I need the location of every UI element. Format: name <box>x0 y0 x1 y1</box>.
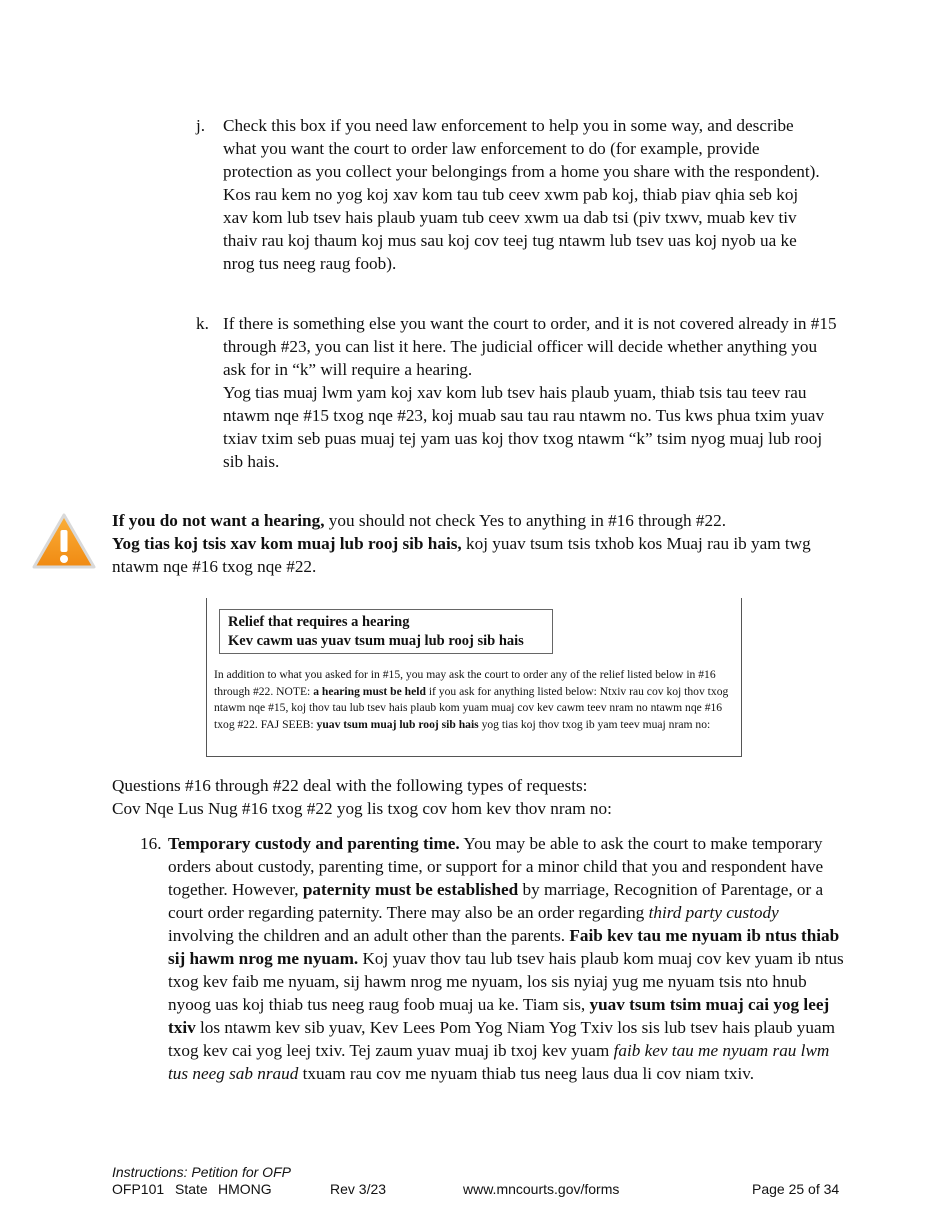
warning-text <box>112 509 812 578</box>
item-16-t11: faib kev tau me nyuam rau lwm tus neeg sab nraud <box>168 1041 830 1083</box>
questions-hmong: Cov Nqe Lus Nug #16 txog #22 yog lis txog cov hom kev thov nram no: <box>112 799 612 818</box>
relief-title-english: Relief that requires a hearing <box>228 614 410 630</box>
item-16-t12: txuam rau cov me nyuam thiab tus neeg laus dua li cov niam txiv. <box>298 1064 755 1083</box>
item-16-text <box>168 832 844 1085</box>
warning-hmong-rest: koj yuav tsum tsis txhob kos Muaj rau ib yam twg ntawm nqe #16 txog nqe #22. <box>112 534 811 576</box>
relief-box-text <box>214 667 738 733</box>
item-k-hmong: Yog tias muaj lwm yam koj xav kom lub tsev hais plaub yuam, thiab tsis tau teev rau ntawm nqe #15 txog nqe #23, koj muab sau tau rau ntawm no. Tus kws phua txim yuav txiav txim seb puas muaj tej yam uas koj thov txog ntawm “k” tsim nyog muaj lub rooj sib hais. <box>223 383 825 471</box>
item-16-t5: third party custody <box>648 903 779 922</box>
warning-english-bold: If you do not want a hearing, <box>112 511 325 530</box>
item-k <box>223 312 843 473</box>
item-16-t9: yuav tsum tsim muaj cai yog leej txiv <box>168 995 830 1037</box>
relief-title-hmong: Kev cawm uas yuav tsum muaj lub rooj sib hais <box>228 633 524 649</box>
relief-bold-2: yuav tsum muaj lub rooj sib hais <box>316 717 479 731</box>
item-16-marker: 16. <box>140 834 162 853</box>
item-j-hmong: Kos rau kem no yog koj xav kom tau tub ceev xwm pab koj, thiab piav qhia seb koj xav kom lub tsev hais plaub yuam tub ceev xwm ua dab tsi (piv txwv, muab kev tiv thaiv rau koj thaum koj mus sau koj cov teej tug ntawm lub tsev uas koj nyob ua ke nrog tus neeg raug foob). <box>223 185 799 273</box>
footer-language: HMONG <box>218 1181 272 1197</box>
footer-instructions: Instructions: Petition for OFP <box>112 1164 291 1180</box>
relief-box-title <box>219 609 553 654</box>
footer-revision: Rev 3/23 <box>330 1181 387 1197</box>
item-16-hmong-heading: Faib kev tau me nyuam ib ntus thiab sij hawm nrog me nyuam. <box>168 926 840 968</box>
warning-english <box>112 509 812 532</box>
warning-icon <box>32 512 96 570</box>
item-16-t10: los ntawm kev sib yuav, Kev Lees Pom Yog Niam Yog Txiv los sis lub tsev hais plaub yuam txog kev cai yog leej txiv. Tej zaum yuav muaj ib txoj kev yuam <box>168 1018 835 1060</box>
item-16-t4: by marriage, Recognition of Parentage, or a court order regarding paternity. There may also be an order regarding <box>168 880 824 922</box>
item-k-marker: k. <box>196 314 209 333</box>
item-j-english: Check this box if you need law enforcement to help you in some way, and describe what you want the court to order law enforcement to do (for example, provide protection as you collect your belongings from a home you share with the respondent). <box>223 116 820 181</box>
questions-english: Questions #16 through #22 deal with the following types of requests: <box>112 776 588 795</box>
relief-text-3: yog tias koj thov txog ib yam teev muaj nram no: <box>478 717 711 731</box>
footer-form-code: OFP101 <box>112 1181 165 1197</box>
item-16-t2: You may be able to ask the court to make temporary orders about custody, parenting time, or support for a minor child that you and respondent have together. However, <box>168 834 824 899</box>
item-16-t6: involving the children and an adult other than the parents. <box>168 926 570 945</box>
footer-state: State <box>175 1181 208 1197</box>
item-16-t3: paternity must be established <box>302 880 519 899</box>
warning-hmong <box>112 532 812 578</box>
item-16-t8: Koj yuav thov tau lub tsev hais plaub kom muaj cov kev yuam ib ntus txog kev faib me nyuam, sij hawm nrog me nyuam, los sis nyiaj yug me nyuam tsis nto hnub nyoog uas koj thiab tus neeg raug foob muaj ua ke. Tiam sis, <box>168 949 844 1014</box>
item-j <box>223 114 821 275</box>
questions-intro <box>112 774 812 820</box>
footer-page-number: Page 25 of 34 <box>752 1181 840 1197</box>
item-j-marker: j. <box>196 116 206 135</box>
relief-text-2: if you ask for anything listed below: Ntxiv rau cov koj thov txog ntawm nqe #15, koj thov tau lub tsev hais plaub kom yuam muaj cov kev cawm teev nram no ntawm nqe #16 txog #22. FAJ SEEB: <box>214 684 729 731</box>
item-16 <box>168 832 844 1085</box>
warning-hmong-bold: Yog tias koj tsis xav kom muaj lub rooj sib hais, <box>112 534 462 553</box>
warning-english-rest: you should not check Yes to anything in #16 through #22. <box>324 511 727 530</box>
item-k-english: If there is something else you want the court to order, and it is not covered already in #15 through #23, you can list it here. The judicial officer will decide whether anything you ask for in “k” will require a hearing. <box>223 314 837 379</box>
item-16-heading: Temporary custody and parenting time. <box>168 834 460 853</box>
relief-text-1: In addition to what you asked for in #15, you may ask the court to order any of the relief listed below in #16 through #22. NOTE: <box>214 668 716 698</box>
footer-website: www.mncourts.gov/forms <box>463 1181 620 1197</box>
relief-bold-1: a hearing must be held <box>313 684 426 698</box>
